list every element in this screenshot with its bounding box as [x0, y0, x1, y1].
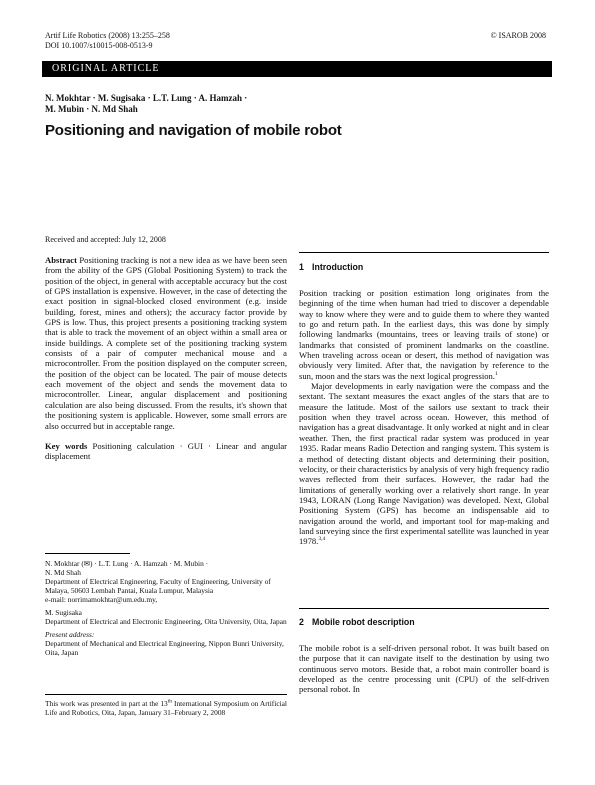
- keywords-text: Positioning calculation · GUI · Linear and angular displacement: [45, 440, 288, 462]
- affil2-dept: Department of Electrical and Electronic Engineering, Oita University, Oita, Japan: [45, 617, 287, 626]
- author-line-2: M. Mubin · N. Md Shah: [45, 104, 138, 114]
- section2-title: Mobile robot description: [312, 617, 415, 627]
- section2-body: [299, 643, 549, 695]
- article-type-banner: [42, 61, 552, 77]
- presented-prefix: This work was presented in part at the 13: [45, 699, 168, 708]
- intro-p2-text: Major developments in early navigation were the compass and the sextant. The sextant measures the exact angles of the stars that are to measure the latitude. Most of the sailors use sextant to track their position when they travel across ocean. However, this method of navigation has a great disadvantage. It only worked at night and in clear weather. Then, the first practical radar system was produced in year 1935. Radar means Radio Detection and ranging system. This system is a method of detecting distant objects and determining their position, velocity, or their characteristics by analysis of very high frequency radio waves reflected from their surfaces. However, the radar had the limitations of generally working over a relatively short range. In year 1943, LORAN (Long Range Navigation) was developed. Next, Global Positioning System (GPS) has become an indispensable aid to navigation around the world, and important tool for map-making and land surveying since the first experimental satellite was launched in year 1978.: [299, 381, 549, 547]
- section1-top-rule: [299, 252, 549, 253]
- present-address-text: Department of Mechanical and Electrical Engineering, Nippon Bunri University, Oita, Japan: [45, 639, 284, 657]
- journal-citation: [45, 31, 170, 51]
- section2-number: 2: [299, 617, 304, 627]
- abstract-label: Abstract: [45, 255, 77, 265]
- footnote-rule: [45, 553, 130, 554]
- article-title: Positioning and navigation of mobile robot: [45, 122, 342, 139]
- author-line-1: N. Mokhtar · M. Sugisaka · L.T. Lung · A. Hamzah ·: [45, 93, 248, 103]
- intro-p2-ref: 3,4: [318, 536, 326, 543]
- intro-paragraph-1: [299, 288, 549, 381]
- presented-note: [45, 699, 287, 717]
- author-list: [45, 93, 445, 115]
- section2-heading: [299, 617, 415, 627]
- mobile-robot-paragraph-1: The mobile robot is a self-driven personal robot. It was built based on the purpose that it can navigate itself to the destination by using two continuous servo motors. Beside that, a robot main controller board is developed as the centre processing unit (CPU) of the self-driven personal robot. In: [299, 643, 549, 695]
- intro-p1-ref: 1: [494, 370, 498, 377]
- present-address-label: Present address:: [45, 630, 95, 639]
- presented-suffix: International Symposium on Artificial Life and Robotics, Oita, Japan, January 31–February 2, 2008: [45, 699, 287, 717]
- affil1-dept: Department of Electrical Engineering, Faculty of Engineering, University of Malaya, 50603 Lembah Pantai, Kuala Lumpur, Malaysia: [45, 577, 271, 595]
- article-type-label: ORIGINAL ARTICLE: [52, 63, 160, 74]
- presented-note-text: [45, 699, 287, 717]
- keywords-paragraph: [45, 441, 287, 462]
- footnote-divider: [45, 694, 287, 695]
- copyright-notice: © ISAROB 2008: [490, 31, 546, 40]
- abstract-text: Positioning tracking is not a new idea as we have been seen from the ability of the GPS (Global Positioning System) to track the position of the object, in general with acceptable accuracy but the cost of GPS installation is expensive. However, in the case of detecting the exact position in signal-blocked closed environment (e.g. inside building, forest, mines and others); the accuracy factor provide by GPS is low. Thus, this project presents a positioning tracking system that is able to track the movement of an object within a small area or inside buildings. A complete set of the positioning tracking system consists of a pair of computer mechanical mouse and a microcontroller. From the position displayed on the computer screen, the position of the object can be located. The pair of mouse detects each movement of the object and sends the movement data to microcontroller. Linear, angular displacement and positioning calculation are also being discussed. From the results, it's shown that the positioning system is applicable. However, some small errors are also occurred but in acceptable range.: [45, 255, 287, 431]
- affil1-line1: N. Mokhtar (✉) · L.T. Lung · A. Hamzah · M. Mubin ·: [45, 559, 209, 568]
- doi-line: DOI 10.1007/s10015-008-0513-9: [45, 41, 153, 50]
- section1-title: Introduction: [312, 262, 364, 272]
- author-affiliations: [45, 559, 287, 657]
- section1-heading: [299, 262, 363, 272]
- keywords-label: Key words: [45, 440, 88, 451]
- section2-top-rule: [299, 608, 549, 609]
- affil1-email: e-mail: norrimamokhtar@um.edu.my,: [45, 595, 158, 604]
- section1-number: 1: [299, 262, 304, 272]
- abstract-block: [45, 255, 287, 462]
- abstract-paragraph: [45, 255, 287, 431]
- intro-paragraph-2: [299, 381, 549, 547]
- presented-sup: th: [167, 698, 173, 705]
- affil2-name: M. Sugisaka: [45, 608, 82, 617]
- affil1-line2: N. Md Shah: [45, 568, 81, 577]
- journal-line: Artif Life Robotics (2008) 13:255–258: [45, 31, 170, 40]
- received-date: Received and accepted: July 12, 2008: [45, 235, 166, 244]
- section1-body: [299, 288, 549, 547]
- intro-p1-text: Position tracking or position estimation long originates from the beginning of the time when human had tried to discover a dependable way to know where they were and to guide them to where they wanted to go and return path. In the earliest days, this was done by simply following landmarks (mountains, trees or leaving trails of stone) or landmarks that consisted of prominent landmarks on the coastline. When traveling across ocean or desert, this method of navigation was obviously very limited. After that, the navigation by reference to the sun, moon and the stars was the next logical progression.: [299, 288, 549, 381]
